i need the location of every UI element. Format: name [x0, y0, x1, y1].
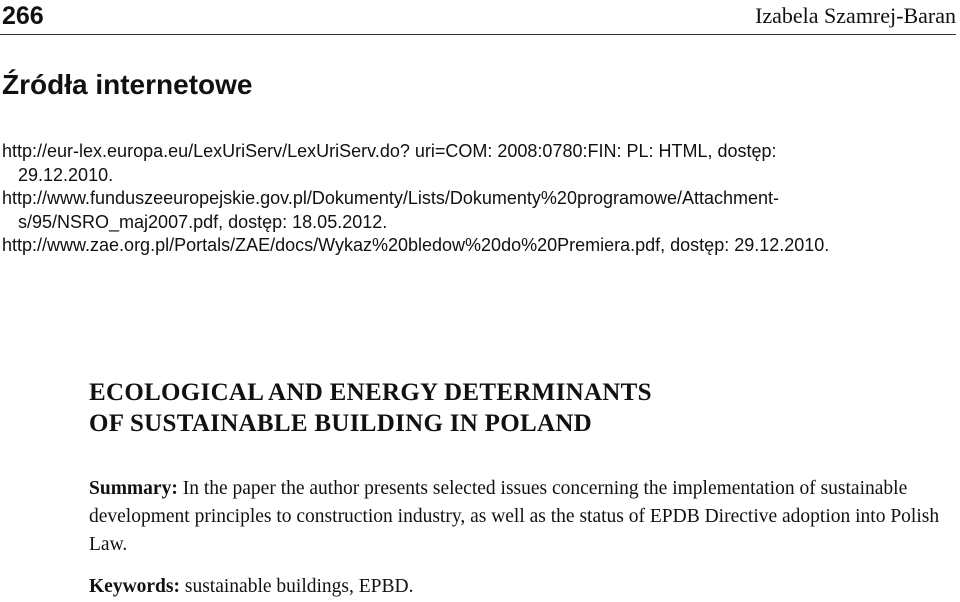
- summary-text: In the paper the author presents selected issues concerning the implementation of sustainable development principles to construction industry, as well as the status of EPDB Directive adoption into Polish Law.: [89, 478, 940, 555]
- reference-continuation: s/95/NSRO_maj2007.pdf, dostęp: 18.05.2012.: [18, 211, 388, 232]
- english-title-line-1: ECOLOGICAL AND ENERGY DETERMINANTS: [89, 379, 652, 406]
- reference-item: [2, 140, 956, 187]
- reference-url[interactable]: http://www.funduszeeuropejskie.gov.pl/Dokumenty/Lists/Dokumenty%20programowe/Attachment-: [2, 188, 780, 208]
- keywords-paragraph: [89, 574, 955, 600]
- english-title: [89, 377, 652, 439]
- page-number: 266: [2, 2, 44, 30]
- reference-url[interactable]: http://eur-lex.europa.eu/LexUriServ/LexUriServ.do? uri=COM: 2008:0780:FIN: PL: HTML, dostęp:: [2, 141, 777, 161]
- keywords-text: sustainable buildings, EPBD.: [180, 576, 414, 597]
- reference-continuation: 29.12.2010.: [18, 164, 114, 185]
- summary-paragraph: [89, 475, 955, 559]
- page-header: [0, 0, 956, 35]
- keywords-label: Keywords:: [89, 576, 180, 597]
- section-title: Źródła internetowe: [2, 69, 253, 100]
- reference-item: [2, 187, 956, 234]
- reference-item: [2, 234, 956, 258]
- running-header-author: Izabela Szamrej-Baran: [755, 3, 956, 28]
- internet-sources-list: [2, 140, 956, 258]
- reference-url[interactable]: http://www.zae.org.pl/Portals/ZAE/docs/Wykaz%20bledow%20do%20Premiera.pdf, dostęp: 29.12.2010.: [2, 235, 830, 255]
- english-title-line-2: OF SUSTAINABLE BUILDING IN POLAND: [89, 410, 593, 437]
- summary-label: Summary:: [89, 478, 178, 499]
